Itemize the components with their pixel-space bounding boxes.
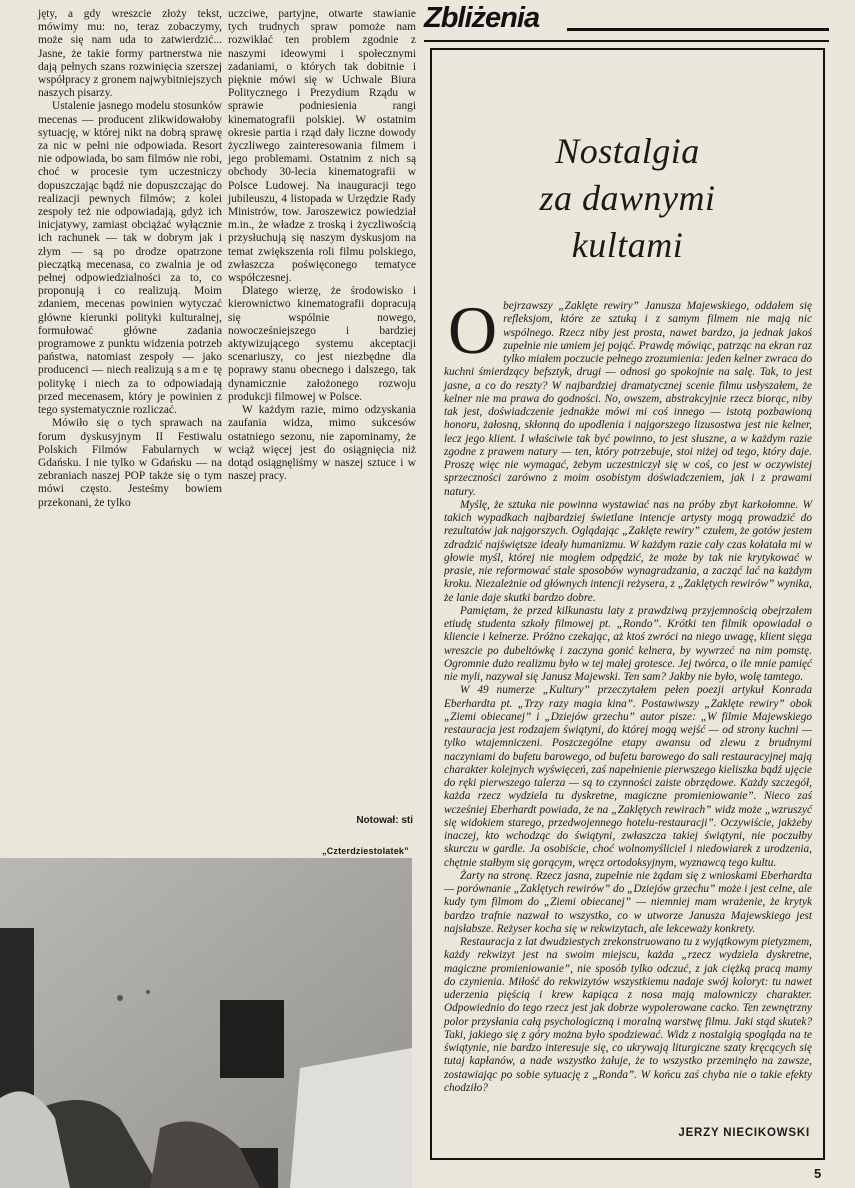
col1-paragraph-3: Mówiło się o tych sprawach na forum dyskusyjnym II Festiwalu Polskich Filmów Fabularnych w Gdańsku. I nie tylko w Gdańsku — na zebraniach naszej POP także się o tym mówi często. Jesteśmy bowiem przekonani, że tylko [38,417,222,509]
text-column-1 [38,8,222,510]
col1-paragraph-2 [38,100,222,417]
col1-paragraph-1: jęty, a gdy wreszcie złoży tekst, mówimy mu: no, teraz zobaczymy, może się nam uda to zatwierdzić... Jasne, że takie formy partnerstwa nie dają pełnych szans rozwinięcia szerszej współpracy z gronem najwybitniejszych naszych pisarzy. [38,8,222,100]
header-rule [424,40,829,42]
col1-paragraph-2-tail: tę politykę i niech za to odpowiadają przed mecenasem, który je powinien z tego systematycznie rozliczać. [38,364,222,417]
page-number: 5 [814,1166,822,1181]
headline-line-3: kultami [571,225,684,265]
text-column-2 [228,8,416,483]
headline-line-1: Nostalgia [555,131,700,171]
article-paragraph-2: Myślę, że sztuka nie powinna wystawiać nas na próby zbyt karkołomne. W takich wypadkach najbardziej świetlane intencje artysty mogą prowadzić do rezultatów jak najgorszych. Oglądając „Zaklęte rewiry” czułem, że gotów jestem zdradzić najświętsze ideały humanizmu. W każdym razie cały czas kołatała mi w głowie myśl, której nie mogłem odpędzić, że może by tak nie krytykować w prasie, nie reformować stale sposobów wynagradzania, a zacząć lać na każdym kroku. Niezależnie od głównych intencji reżysera, z „Zaklętych rewirów” wynika, że lanie daje skutki bardzo dobre. [444,498,812,604]
col2-paragraph-1: uczciwe, partyjne, otwarte stawianie tych trudnych spraw pomoże nam rozwikłać ten problem zgodnie z naszymi ideowymi i społecznymi zadaniami, o których tak dobitnie i pięknie mówi się w Uchwale Biura Politycznego i Prezydium Rządu w sprawie podniesienia rangi kinematografii polskiej. W ostatnim okresie partia i rząd dały liczne dowody życzliwego zainteresowania filmem i jego problemami. Ostatnim z nich są obchody 30-lecia kinematografii w Polsce Ludowej. Na inauguracji tego jubileuszu, 4 listopada w Urzędzie Rady Ministrów, tow. Jaroszewicz powiedział m.in., że władze z troską i życzliwością przysłuchują się naszym dyskusjom na temat zwiększenia roli filmu polskiego, zwłaszcza poświęconego tematyce współczesnej. [228,8,416,285]
col2-paragraph-2: Dlatego wierzę, że środowisko i kierownictwo kinematografii dopracują się wspólnie nowego, nowocześniejszego i bardziej aktywizującego systemu akceptacji scenariuszy, co jest niezbędne dla poprawy stanu obecnego i dalszego, tak dynamicznie założonego rozwoju produkcji filmowej w Polsce. [228,285,416,403]
article-author: JERZY NIECIKOWSKI [678,1127,810,1139]
article-paragraph-5: Żarty na stronę. Rzecz jasna, zupełnie nie żądam się z wnioskami Eberhardta — porównanie „Zaklętych rewirów” do „Dziejów grzechu” może i jest celne, ale kudy tym filmom do „Ziemi obiecanej” — niemniej mam wrażenie, że krytyk bardzo trafnie nazwał to wszystko, co w utworze Janusza Majewskiego jest najsłabsze. Reżyser kocha się w rekwizytach, ale lekceważy konkrety. [444,869,812,935]
source-caption: „Czterdziestolatek” [322,846,409,856]
col2-paragraph-3: W każdym razie, mimo odzyskania zaufania widza, mimo sukcesów ostatniego sezonu, nie zapominamy, że wciąż więcej jest do osiągnięcia niż dotąd osiągnęliśmy w naszej sztuce i w naszej pracy. [228,404,416,483]
notowal-signature: Notował: sti [356,815,413,826]
col1-paragraph-2-text: Ustalenie jasnego modelu stosunków mecenas — producent zlikwidowałoby sytuację, w której nikt na dobrą sprawę za nic w pełni nie odpowiada. Resort nie odpowiada, bo sam filmów nie robi, choć w procesie tym uczestniczy dopuszczając bądź nie dopuszczając do realizacji pewnych filmów; z kolei zespoły też nie odpowiadają, gdyż ich inicjatywy, zamiast obciążać wyłącznie ich rachunek — tak w dobrym jak i złym — są po drodze opatrzone pieczątką mecenasa, co zwalnia je od pełnej odpowiedzialności za to, co proponują i co realizują. Moim zdaniem, mecenas powinien wytyczać główne kierunki polityki kulturalnej, formułować główne zadania programowe z punktu widzenia potrzeb państwa, natomiast zespoły — jako producenci — niech realizują [38,100,222,377]
col1-spaced-word: same [177,364,211,377]
article-paragraph-4: W 49 numerze „Kultury” przeczytałem pełen poezji artykuł Konrada Eberhardta pt. „Trzy razy magia kina”. Postawiwszy „Zaklęte rewiry” obok „Ziemi obiecanej” i „Dziejów grzechu” autor pisze: „W filmie Majewskiego restauracja jest rodzajem świątyni, do której mogą wejść — od strony kuchni — tylko wtajemniczeni. Poszczególne etapy awansu od zlewu z brudnymi naczyniami do bufetu barowego, od bufetu barowego do sali restauracyjnej mają charakter kolejnych wyświęceń, zaś napełnienie pierwszego kieliszka bądź ujęcie do ręki pierwszego talerza — są to czynności zaiste obrzędowe. Każdy szczegół, każda rzecz wydziela tu dyskretne, magiczne promieniowanie”. Nieco zaś wcześniej Eberhardt powiada, że na „Zaklętych rewirach” widz może „wzruszyć się widokiem starego, przedwojennego hotelu-restauracji”. Oczywiście, jakżeby inaczej, kto wchodząc do świątyni, zwłaszcza takiej świątyni, nie poczułby skurczu w gardle. Ja osobiście, choć wolnomyśliciel i niedowiarek z urodzenia, chętnie stałbym się gorącym, wręcz ortodoksyjnym, wyznawcą tego kultu. [444,684,812,869]
article-photo [0,858,412,1188]
article-paragraph-6: Restauracja z lat dwudziestych zrekonstruowano tu z wyjątkowym pietyzmem, każdy rekwizyt jest na swoim miejscu, każda „rzecz wydziela dyskretne, magiczne promieniowanie”, nie sposób tylko odczuć, z jak ciężką pracą mamy do czynienia. Miłość do rekwizytów wszystkiemu nadaje swój koloryt: tu nawet uderzenia pięścią i krew kapiąca z nosa mają malowniczy charakter. Odpowiednio do tego rzecz jest jak dobrze wypolerowane cacko. Ten zewnętrzny polor przysłania całą psychologiczną i moralną warstwę filmu. Jaki stąd skutek? Taki, jakiego się z góry można było spodziewać. Widz z nostalgią spogląda na te świątynie, nie bardzo interesuje się, co ukrywają liturgiczne szaty kręcących się tutaj kapłanów, a nade wszystko żałuje, że to wszystko przeminęło na zawsze, zostawiając po sobie sytuację z „Ronda”. W końcu zaś chyba nie o takie efekty chodziło? [444,936,812,1094]
article-paragraph-1 [444,292,812,499]
article-paragraph-1-text: bejrzawszy „Zaklęte rewiry” Janusza Majewskiego, oddałem się refleksjom, które ze sztuką i z samym filmem nie mają nic wspólnego. Rzecz niby jest prosta, nawet bardzo, ja jednak jakoś zupełnie nie umiem jej pojąć. Prawdę mówiąc, patrząc na ekran raz tylko miałem poczucie pełnego zrozumienia: jeden kelner zwraca do kuchni śmierdzący befsztyk, drugi — odnosi go spokojnie na salę. Tak, to jest jasne, a co do reszty? W najbardziej dramatycznej scenie filmu usłyszałem, że kelner nie ma prawa do godności. No, owszem, abstrakcyjnie rzecz biorąc, niby tak jest, doświadczenie jednakże mówi mi coś innego — istotą pozbawioną honoru, żałosną, skłonną do upodlenia i najgorszego lizusostwa jest nie kelner, lecz jego klient. I właściwie tak być powinno, to jest słuszne, a w każdym razie zgodne z prawem natury — ten, który potrzebuje, stoi niżej od tego, który daje. Proszę więc nie wymagać, żebym uczestniczył się w coś, co jest w oczywistej sprzeczności zarówno z moim osobistym doświadczeniem, jak i z prawami natury. [444,300,812,498]
drop-cap: O [448,292,498,368]
logo-rule [567,28,829,31]
article-body [444,292,812,1095]
section-logo: Zbliżenia [424,2,540,34]
headline-line-2: za dawnymi [539,178,716,218]
article-headline [430,128,825,269]
photo-image [0,858,412,1188]
article-paragraph-3: Pamiętam, że przed kilkunastu laty z prawdziwą przyjemnością obejrzałem etiudę studenta szkoły filmowej pt. „Rondo”. Krótki ten filmik opowiadał o kliencie i kelnerze. Próżno czekając, aż ktoś zwróci na niego uwagę, klient sięga wreszcie po dubeltówkę i zaczyna gonić kelnera, by wywrzeć na nim pomstę. Ogromnie dużo realizmu było w tej małej grotesce. Jej twórca, o ile mnie pamięć nie myli, nazywał się Janusz Majewski. Ten sam? Jakby nie było, wolę tamtego. [444,604,812,683]
